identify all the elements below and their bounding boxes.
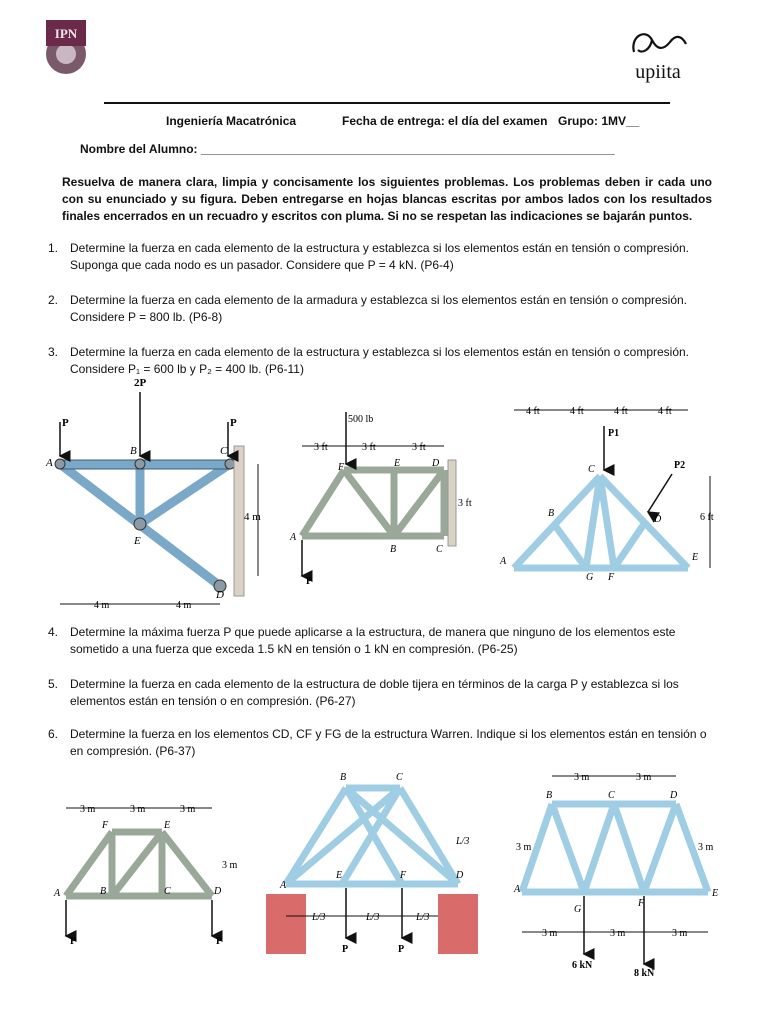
problem-3 xyxy=(48,344,716,380)
dim-top-3m-2: 3 m xyxy=(636,772,652,783)
node-a: A xyxy=(46,457,53,469)
dim-3ft-3: 3 ft xyxy=(412,442,426,453)
node-a: A xyxy=(290,532,297,543)
dim-bottom-3m-3: 3 m xyxy=(672,928,688,939)
node-d: D xyxy=(214,886,222,897)
problem-2 xyxy=(48,292,716,328)
node-g: G xyxy=(586,572,594,583)
dim-l3-1: L/3 xyxy=(312,912,326,923)
problem-5 xyxy=(48,676,716,712)
node-e: E xyxy=(164,820,171,831)
problem-text: Determine la fuerza en los elementos CD, CF y FG de la estructura Warren. Indique si los elementos están en tensión o en compresión. (P6-37) xyxy=(70,727,707,758)
node-f: F xyxy=(338,462,345,473)
problem-text: Determine la fuerza en cada elemento de la armadura y establezca si los elementos están en tensión o compresión. Considere P = 800 lb. (P6-8) xyxy=(70,293,688,324)
load-p-right: P xyxy=(216,936,223,947)
load-p-right: P xyxy=(398,944,405,955)
node-f: F xyxy=(638,898,645,909)
node-d: D xyxy=(670,790,678,801)
dim-side-right: 3 m xyxy=(698,842,714,853)
node-a: A xyxy=(500,556,507,567)
dim-4ft-4: 4 ft xyxy=(658,406,672,417)
node-a: A xyxy=(514,884,521,895)
dim-3m-1: 3 m xyxy=(80,804,96,815)
dim-3m-2: 3 m xyxy=(130,804,146,815)
upiita-logo xyxy=(620,22,698,84)
dim-6ft: 6 ft xyxy=(700,512,714,523)
node-c: C xyxy=(220,445,228,457)
dim-4m-vertical: 4 m xyxy=(244,511,261,523)
load-6kn: 6 kN xyxy=(572,960,593,971)
figure-3-truss xyxy=(494,400,726,582)
upiita-logo-text: upiita xyxy=(635,61,681,83)
dim-4m-right: 4 m xyxy=(176,600,192,611)
node-c: C xyxy=(436,544,443,555)
dim-3m-3: 3 m xyxy=(180,804,196,815)
node-g: G xyxy=(574,904,582,915)
dim-3ft-2: 3 ft xyxy=(362,442,376,453)
due-date-label: Fecha de entrega: el día del examen xyxy=(342,114,548,128)
problem-number: 4. xyxy=(48,625,59,639)
load-8kn: 8 kN xyxy=(634,968,655,979)
problem-1 xyxy=(48,240,716,276)
figure-6-truss xyxy=(512,766,726,980)
problem-number: 5. xyxy=(48,677,59,691)
node-a: A xyxy=(54,888,61,899)
dim-top-3m-1: 3 m xyxy=(574,772,590,783)
node-f: F xyxy=(400,870,407,881)
instructions: Resuelva de manera clara, limpia y concisamente los siguientes problemas. Los problemas deben ir cada uno con su enunciado y su figura. Deben entregarse en hojas blancas escritas por ambos lados con los resultados finales encerrados en un recuadro y escritos con pluma. Si no se respetan las indicaciones se bajarán puntos. xyxy=(62,175,712,223)
node-d: D xyxy=(432,458,440,469)
dim-side-left: 3 m xyxy=(516,842,532,853)
load-p-left: P xyxy=(62,417,69,429)
node-c: C xyxy=(608,790,615,801)
load-p-left: P xyxy=(342,944,349,955)
node-c: C xyxy=(588,464,595,475)
node-e: E xyxy=(712,888,719,899)
node-b: B xyxy=(390,544,397,555)
node-b: B xyxy=(100,886,107,897)
dim-bottom-3m-2: 3 m xyxy=(610,928,626,939)
dim-3m-vertical: 3 m xyxy=(222,860,238,871)
figure-1-truss xyxy=(40,376,272,616)
node-b: B xyxy=(340,772,347,783)
load-p2: P2 xyxy=(674,460,686,471)
node-c: C xyxy=(396,772,403,783)
node-e: E xyxy=(394,458,401,469)
dim-4m-left: 4 m xyxy=(94,600,110,611)
student-name-field: Nombre del Alumno: ______________________________________________________________ xyxy=(80,142,615,156)
problem-text: Determine la fuerza en cada elemento de la estructura y establezca si los elementos están en tensión o compresión. Considere P₁ = 600 lb y P₂ = 400 lb. (P6-11) xyxy=(70,345,690,376)
figure-5-truss xyxy=(262,766,482,960)
dim-3ft-1: 3 ft xyxy=(314,442,328,453)
node-f: F xyxy=(102,820,109,831)
problem-4 xyxy=(48,624,716,660)
dim-l3-3: L/3 xyxy=(416,912,430,923)
load-p-right: P xyxy=(230,417,237,429)
dim-4ft-1: 4 ft xyxy=(526,406,540,417)
ipn-logo xyxy=(40,16,92,80)
node-c: C xyxy=(164,886,171,897)
load-p1: P1 xyxy=(608,428,620,439)
problem-text: Determine la máxima fuerza P que puede aplicarse a la estructura, de manera que ninguno de los elementos este sometido a una fuerza que exceda 1.5 kN en tensión o 1 kN en compresión. (P6-25) xyxy=(70,625,676,656)
node-d: D xyxy=(216,589,224,601)
node-b: B xyxy=(130,445,137,457)
dim-3ft-vertical: 3 ft xyxy=(458,498,472,509)
load-2p: 2P xyxy=(134,377,147,389)
dim-l3-2: L/3 xyxy=(366,912,380,923)
load-p-bottom: P xyxy=(306,576,313,587)
node-d: D xyxy=(456,870,464,881)
group-label: Grupo: 1MV__ xyxy=(558,114,640,128)
problem-6 xyxy=(48,726,716,762)
load-p-left: P xyxy=(70,936,77,947)
node-e: E xyxy=(134,535,141,547)
dim-4ft-3: 4 ft xyxy=(614,406,628,417)
dim-4ft-2: 4 ft xyxy=(570,406,584,417)
ipn-logo-text: IPN xyxy=(54,26,78,41)
load-500lb: 500 lb xyxy=(348,414,374,425)
figure-4-truss xyxy=(50,796,236,956)
problem-number: 6. xyxy=(48,727,59,741)
node-e: E xyxy=(692,552,699,563)
figure-2-truss xyxy=(286,410,472,590)
problem-text: Determine la fuerza en cada elemento de la estructura de doble tijera en términos de la carga P y establezca si los elementos están en tensión o en compresión. (P6-27) xyxy=(70,677,679,708)
problem-number: 1. xyxy=(48,241,59,255)
career-label: Ingeniería Macatrónica xyxy=(166,114,297,128)
node-f: F xyxy=(608,572,615,583)
dim-l3-vertical: L/3 xyxy=(456,836,470,847)
node-a: A xyxy=(280,880,287,891)
problem-text: Determine la fuerza en cada elemento de la estructura y establezca si los elementos están en tensión o compresión. Suponga que cada nodo es un pasador. Considere que P = 4 kN. (P6-4) xyxy=(70,241,690,272)
node-d: D xyxy=(654,514,662,525)
problem-number: 3. xyxy=(48,345,59,359)
problem-number: 2. xyxy=(48,293,59,307)
node-e: E xyxy=(336,870,343,881)
node-b: B xyxy=(546,790,553,801)
dim-bottom-3m-1: 3 m xyxy=(542,928,558,939)
node-b: B xyxy=(548,508,555,519)
header-rule xyxy=(104,102,670,104)
